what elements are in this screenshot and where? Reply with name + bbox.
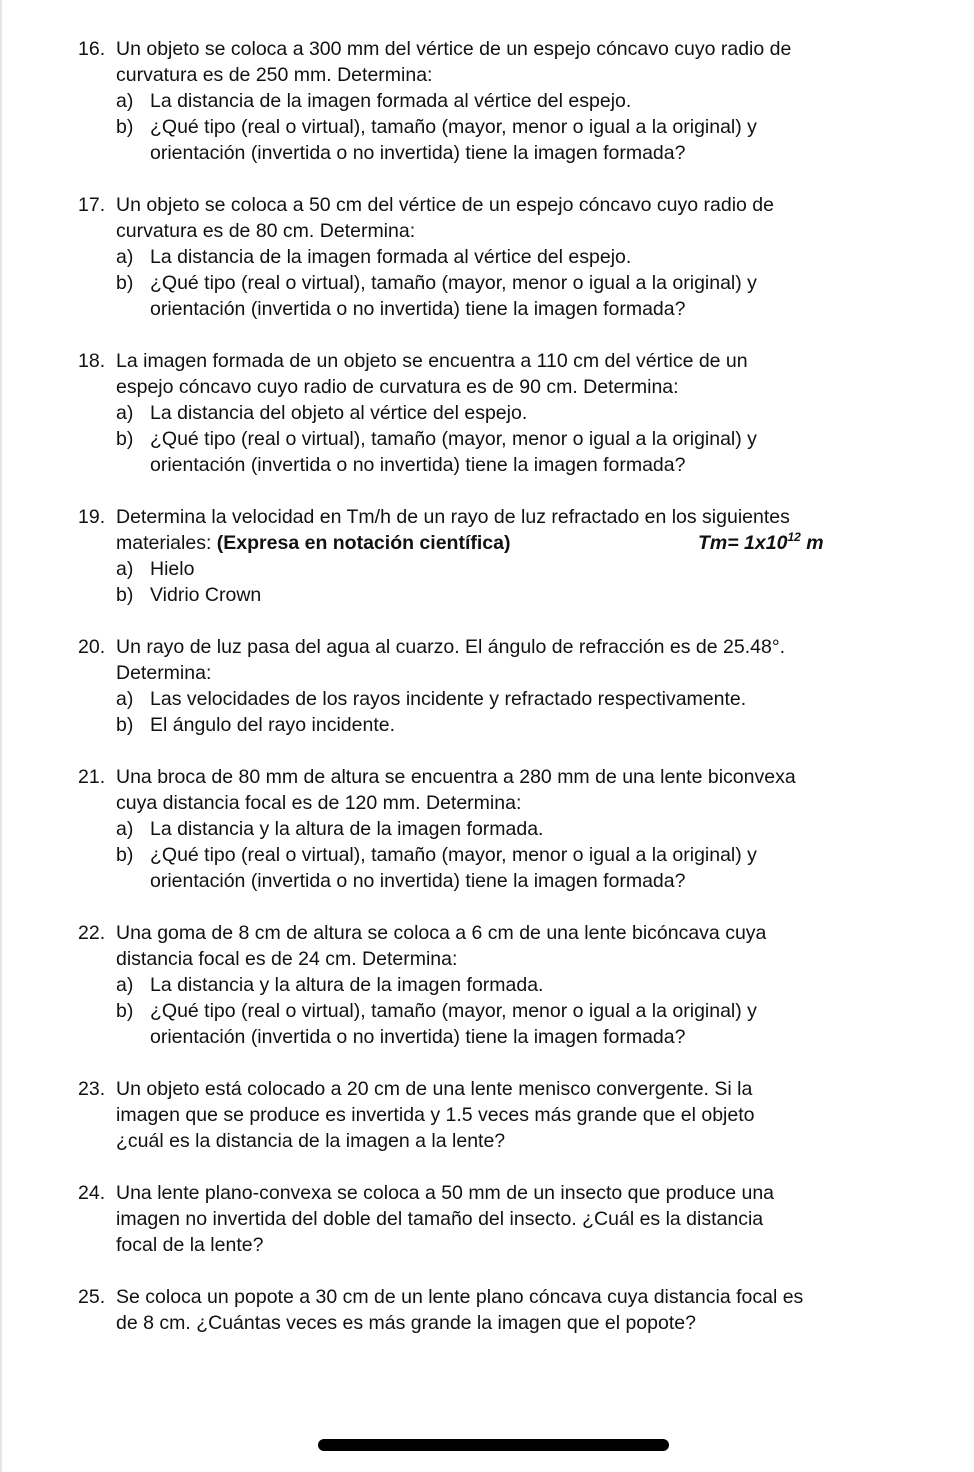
subitem-letter: b) bbox=[116, 584, 134, 606]
page-edge bbox=[0, 0, 2, 1472]
subitem-a bbox=[116, 556, 938, 582]
question-number: 23. bbox=[78, 1078, 106, 1100]
subitem-letter: b) bbox=[116, 1000, 134, 1022]
question-number: 20. bbox=[78, 636, 106, 658]
question-text-line: Determina: bbox=[116, 662, 212, 684]
subitem-b bbox=[116, 114, 938, 166]
subitem-letter: b) bbox=[116, 844, 134, 866]
subitem-text: La distancia y la altura de la imagen formada. bbox=[150, 974, 544, 996]
question-21 bbox=[78, 764, 938, 894]
subitem-text: ¿Qué tipo (real o virtual), tamaño (mayor, menor o igual a la original) y bbox=[150, 272, 757, 294]
question-text-line: distancia focal es de 24 cm. Determina: bbox=[116, 948, 458, 970]
subitem-a bbox=[116, 686, 938, 712]
subitem-text: orientación (invertida o no invertida) tiene la imagen formada? bbox=[150, 1026, 686, 1048]
question-text-line bbox=[116, 530, 938, 556]
subitem-letter: b) bbox=[116, 116, 134, 138]
question-22 bbox=[78, 920, 938, 1050]
subitem-a bbox=[116, 400, 938, 426]
question-25 bbox=[78, 1284, 938, 1336]
question-text-line: La imagen formada de un objeto se encuentra a 110 cm del vértice de un bbox=[116, 350, 748, 372]
subitem-letter: a) bbox=[116, 246, 134, 268]
question-text-line: Se coloca un popote a 30 cm de un lente plano cóncava cuya distancia focal es bbox=[116, 1286, 804, 1308]
question-20 bbox=[78, 634, 938, 738]
question-text-line: imagen que se produce es invertida y 1.5 veces más grande que el objeto bbox=[116, 1104, 755, 1126]
subitem-b bbox=[116, 270, 938, 322]
worksheet bbox=[78, 36, 938, 1336]
question-number: 22. bbox=[78, 922, 106, 944]
instruction-bold: (Expresa en notación científica) bbox=[216, 532, 511, 554]
question-text-line: Una broca de 80 mm de altura se encuentra a 280 mm de una lente biconvexa bbox=[116, 766, 796, 788]
question-24 bbox=[78, 1180, 938, 1258]
question-number: 19. bbox=[78, 506, 106, 528]
subitem-text: orientación (invertida o no invertida) tiene la imagen formada? bbox=[150, 142, 686, 164]
subitem-letter: a) bbox=[116, 402, 134, 424]
subitem-b bbox=[116, 998, 938, 1050]
subitem-letter: b) bbox=[116, 714, 134, 736]
question-text-line: imagen no invertida del doble del tamaño del insecto. ¿Cuál es la distancia bbox=[116, 1208, 764, 1230]
subitem-a bbox=[116, 816, 938, 842]
home-indicator[interactable] bbox=[318, 1439, 669, 1451]
subitem-text: La distancia de la imagen formada al vértice del espejo. bbox=[150, 90, 632, 112]
subitem-a bbox=[116, 972, 938, 998]
question-text-line: espejo cóncavo cuyo radio de curvatura es de 90 cm. Determina: bbox=[116, 376, 679, 398]
subitem-letter: a) bbox=[116, 974, 134, 996]
subitem-text: orientación (invertida o no invertida) tiene la imagen formada? bbox=[150, 870, 686, 892]
subitem-text: ¿Qué tipo (real o virtual), tamaño (mayor, menor o igual a la original) y bbox=[150, 116, 757, 138]
question-text-line: ¿cuál es la distancia de la imagen a la lente? bbox=[116, 1130, 506, 1152]
subitem-b bbox=[116, 842, 938, 894]
question-23 bbox=[78, 1076, 938, 1154]
tm-base: Tm= 1x10 bbox=[698, 532, 788, 554]
question-number: 24. bbox=[78, 1182, 106, 1204]
subitem-letter: b) bbox=[116, 272, 134, 294]
question-number: 25. bbox=[78, 1286, 106, 1308]
subitem-letter: a) bbox=[116, 558, 134, 580]
subitem-letter: a) bbox=[116, 90, 134, 112]
tm-unit: m bbox=[800, 532, 824, 554]
subitem-a bbox=[116, 88, 938, 114]
subitem-text: Vidrio Crown bbox=[150, 584, 262, 606]
question-number: 18. bbox=[78, 350, 106, 372]
subitem-text: Hielo bbox=[150, 558, 195, 580]
question-text-line: focal de la lente? bbox=[116, 1234, 264, 1256]
subitem-letter: a) bbox=[116, 818, 134, 840]
subitem-text: Las velocidades de los rayos incidente y refractado respectivamente. bbox=[150, 688, 747, 710]
subitem-text: La distancia del objeto al vértice del espejo. bbox=[150, 402, 528, 424]
subitem-b bbox=[116, 426, 938, 478]
subitem-text: La distancia de la imagen formada al vértice del espejo. bbox=[150, 246, 632, 268]
subitem-text: orientación (invertida o no invertida) tiene la imagen formada? bbox=[150, 454, 686, 476]
question-text-line: curvatura es de 250 mm. Determina: bbox=[116, 64, 433, 86]
subitem-text: ¿Qué tipo (real o virtual), tamaño (mayor, menor o igual a la original) y bbox=[150, 844, 757, 866]
question-text-line: curvatura es de 80 cm. Determina: bbox=[116, 220, 416, 242]
subitem-a bbox=[116, 244, 938, 270]
subitem-text: La distancia y la altura de la imagen formada. bbox=[150, 818, 544, 840]
question-text-line: Determina la velocidad en Tm/h de un rayo de luz refractado en los siguientes bbox=[116, 506, 790, 528]
question-19 bbox=[78, 504, 938, 608]
question-text-line: Un objeto se coloca a 50 cm del vértice de un espejo cóncavo cuyo radio de bbox=[116, 194, 774, 216]
question-text-line: de 8 cm. ¿Cuántas veces es más grande la imagen que el popote? bbox=[116, 1312, 696, 1334]
question-17 bbox=[78, 192, 938, 322]
subitem-b bbox=[116, 712, 938, 738]
question-18 bbox=[78, 348, 938, 478]
subitem-text: El ángulo del rayo incidente. bbox=[150, 714, 395, 736]
question-text-line: Una lente plano-convexa se coloca a 50 mm de un insecto que produce una bbox=[116, 1182, 775, 1204]
question-text-line: Un objeto se coloca a 300 mm del vértice de un espejo cóncavo cuyo radio de bbox=[116, 38, 792, 60]
subitem-text: ¿Qué tipo (real o virtual), tamaño (mayor, menor o igual a la original) y bbox=[150, 1000, 757, 1022]
tm-exponent: 12 bbox=[787, 530, 801, 544]
terameter-definition bbox=[698, 530, 824, 556]
question-text-line: Un objeto está colocado a 20 cm de una lente menisco convergente. Si la bbox=[116, 1078, 753, 1100]
question-number: 17. bbox=[78, 194, 106, 216]
question-number: 16. bbox=[78, 38, 106, 60]
subitem-letter: a) bbox=[116, 688, 134, 710]
subitem-text: ¿Qué tipo (real o virtual), tamaño (mayor, menor o igual a la original) y bbox=[150, 428, 757, 450]
question-text-line: Un rayo de luz pasa del agua al cuarzo. El ángulo de refracción es de 25.48°. bbox=[116, 636, 786, 658]
question-number: 21. bbox=[78, 766, 106, 788]
subitem-b bbox=[116, 582, 938, 608]
materials-prefix: materiales: bbox=[116, 532, 217, 554]
subitem-letter: b) bbox=[116, 428, 134, 450]
question-text-line: Una goma de 8 cm de altura se coloca a 6 cm de una lente bicóncava cuya bbox=[116, 922, 767, 944]
question-text-line: cuya distancia focal es de 120 mm. Determina: bbox=[116, 792, 522, 814]
question-16 bbox=[78, 36, 938, 166]
subitem-text: orientación (invertida o no invertida) tiene la imagen formada? bbox=[150, 298, 686, 320]
